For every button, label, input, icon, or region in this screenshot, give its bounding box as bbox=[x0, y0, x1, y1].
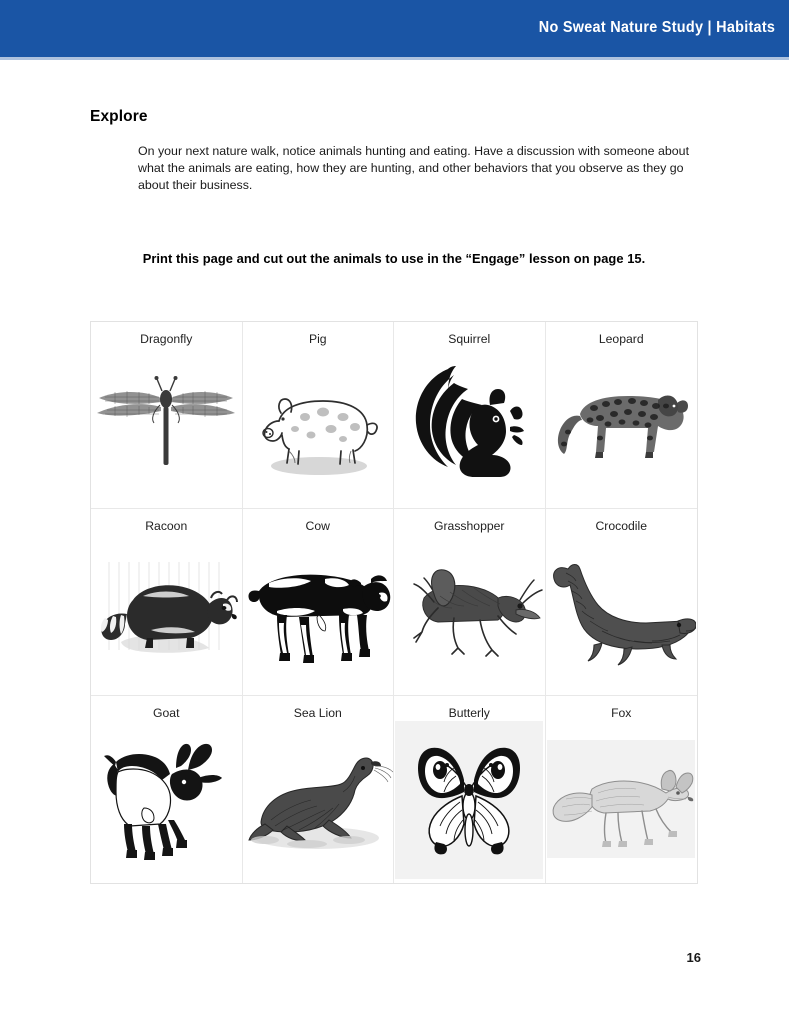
grasshopper-illustration bbox=[394, 554, 544, 669]
animal-art-wrapper bbox=[91, 534, 242, 695]
animal-art-wrapper bbox=[546, 534, 698, 695]
page-number: 16 bbox=[686, 950, 701, 965]
racoon-illustration bbox=[91, 552, 241, 672]
animal-art-wrapper bbox=[91, 347, 242, 508]
animal-card-butterfly[interactable] bbox=[394, 696, 546, 883]
animal-art-wrapper bbox=[91, 721, 242, 883]
animal-label: Grasshopper bbox=[434, 519, 505, 533]
goat-illustration bbox=[96, 734, 236, 864]
explore-body-text: On your next nature walk, notice animals hunting and eating. Have a discussion with someone about what the animals are eating, how they are hunting, and other behaviors that you observe as they go about their business. bbox=[138, 144, 690, 193]
animal-label: Butterly bbox=[448, 706, 490, 720]
animal-card-leopard[interactable] bbox=[546, 322, 698, 509]
animal-label: Fox bbox=[611, 706, 632, 720]
animal-label: Cow bbox=[305, 519, 330, 533]
animal-card-grid bbox=[90, 321, 698, 884]
pig-illustration bbox=[243, 365, 393, 485]
animal-card-sea-lion[interactable] bbox=[243, 696, 395, 883]
animal-art-wrapper bbox=[243, 347, 394, 508]
fox-illustration bbox=[547, 740, 695, 858]
leopard-illustration bbox=[546, 370, 696, 480]
dragonfly-illustration bbox=[91, 365, 241, 485]
animal-card-dragonfly[interactable] bbox=[91, 322, 243, 509]
animal-art-wrapper bbox=[243, 534, 394, 695]
header-underline-rule bbox=[0, 57, 789, 60]
animal-card-racoon[interactable] bbox=[91, 509, 243, 696]
butterfly-illustration bbox=[395, 721, 543, 879]
animal-art-wrapper bbox=[394, 721, 545, 883]
animal-label: Squirrel bbox=[448, 332, 491, 346]
animal-art-wrapper bbox=[394, 347, 545, 508]
animal-label: Pig bbox=[308, 332, 327, 346]
explore-heading: Explore bbox=[90, 108, 148, 125]
animal-card-pig[interactable] bbox=[243, 322, 395, 509]
animal-label: Goat bbox=[153, 706, 180, 720]
animal-label: Crocodile bbox=[595, 519, 647, 533]
animal-label: Racoon bbox=[145, 519, 188, 533]
sea-lion-illustration bbox=[243, 740, 393, 858]
print-instruction: Print this page and cut out the animals to use in the “Engage” lesson on page 15. bbox=[142, 251, 646, 266]
header-title: No Sweat Nature Study | Habitats bbox=[538, 19, 775, 36]
animal-card-fox[interactable] bbox=[546, 696, 698, 883]
animal-card-squirrel[interactable] bbox=[394, 322, 546, 509]
animal-art-wrapper bbox=[243, 721, 394, 883]
animal-card-goat[interactable] bbox=[91, 696, 243, 883]
animal-card-crocodile[interactable] bbox=[546, 509, 698, 696]
animal-art-wrapper bbox=[546, 721, 698, 883]
crocodile-illustration bbox=[546, 547, 696, 677]
cow-illustration bbox=[243, 553, 393, 671]
animal-card-cow[interactable] bbox=[243, 509, 395, 696]
animal-art-wrapper bbox=[394, 534, 545, 695]
animal-card-grasshopper[interactable] bbox=[394, 509, 546, 696]
animal-label: Sea Lion bbox=[293, 706, 342, 720]
animal-label: Dragonfly bbox=[140, 332, 193, 346]
animal-label: Leopard bbox=[598, 332, 644, 346]
squirrel-illustration bbox=[404, 361, 534, 489]
animal-art-wrapper bbox=[546, 347, 698, 508]
